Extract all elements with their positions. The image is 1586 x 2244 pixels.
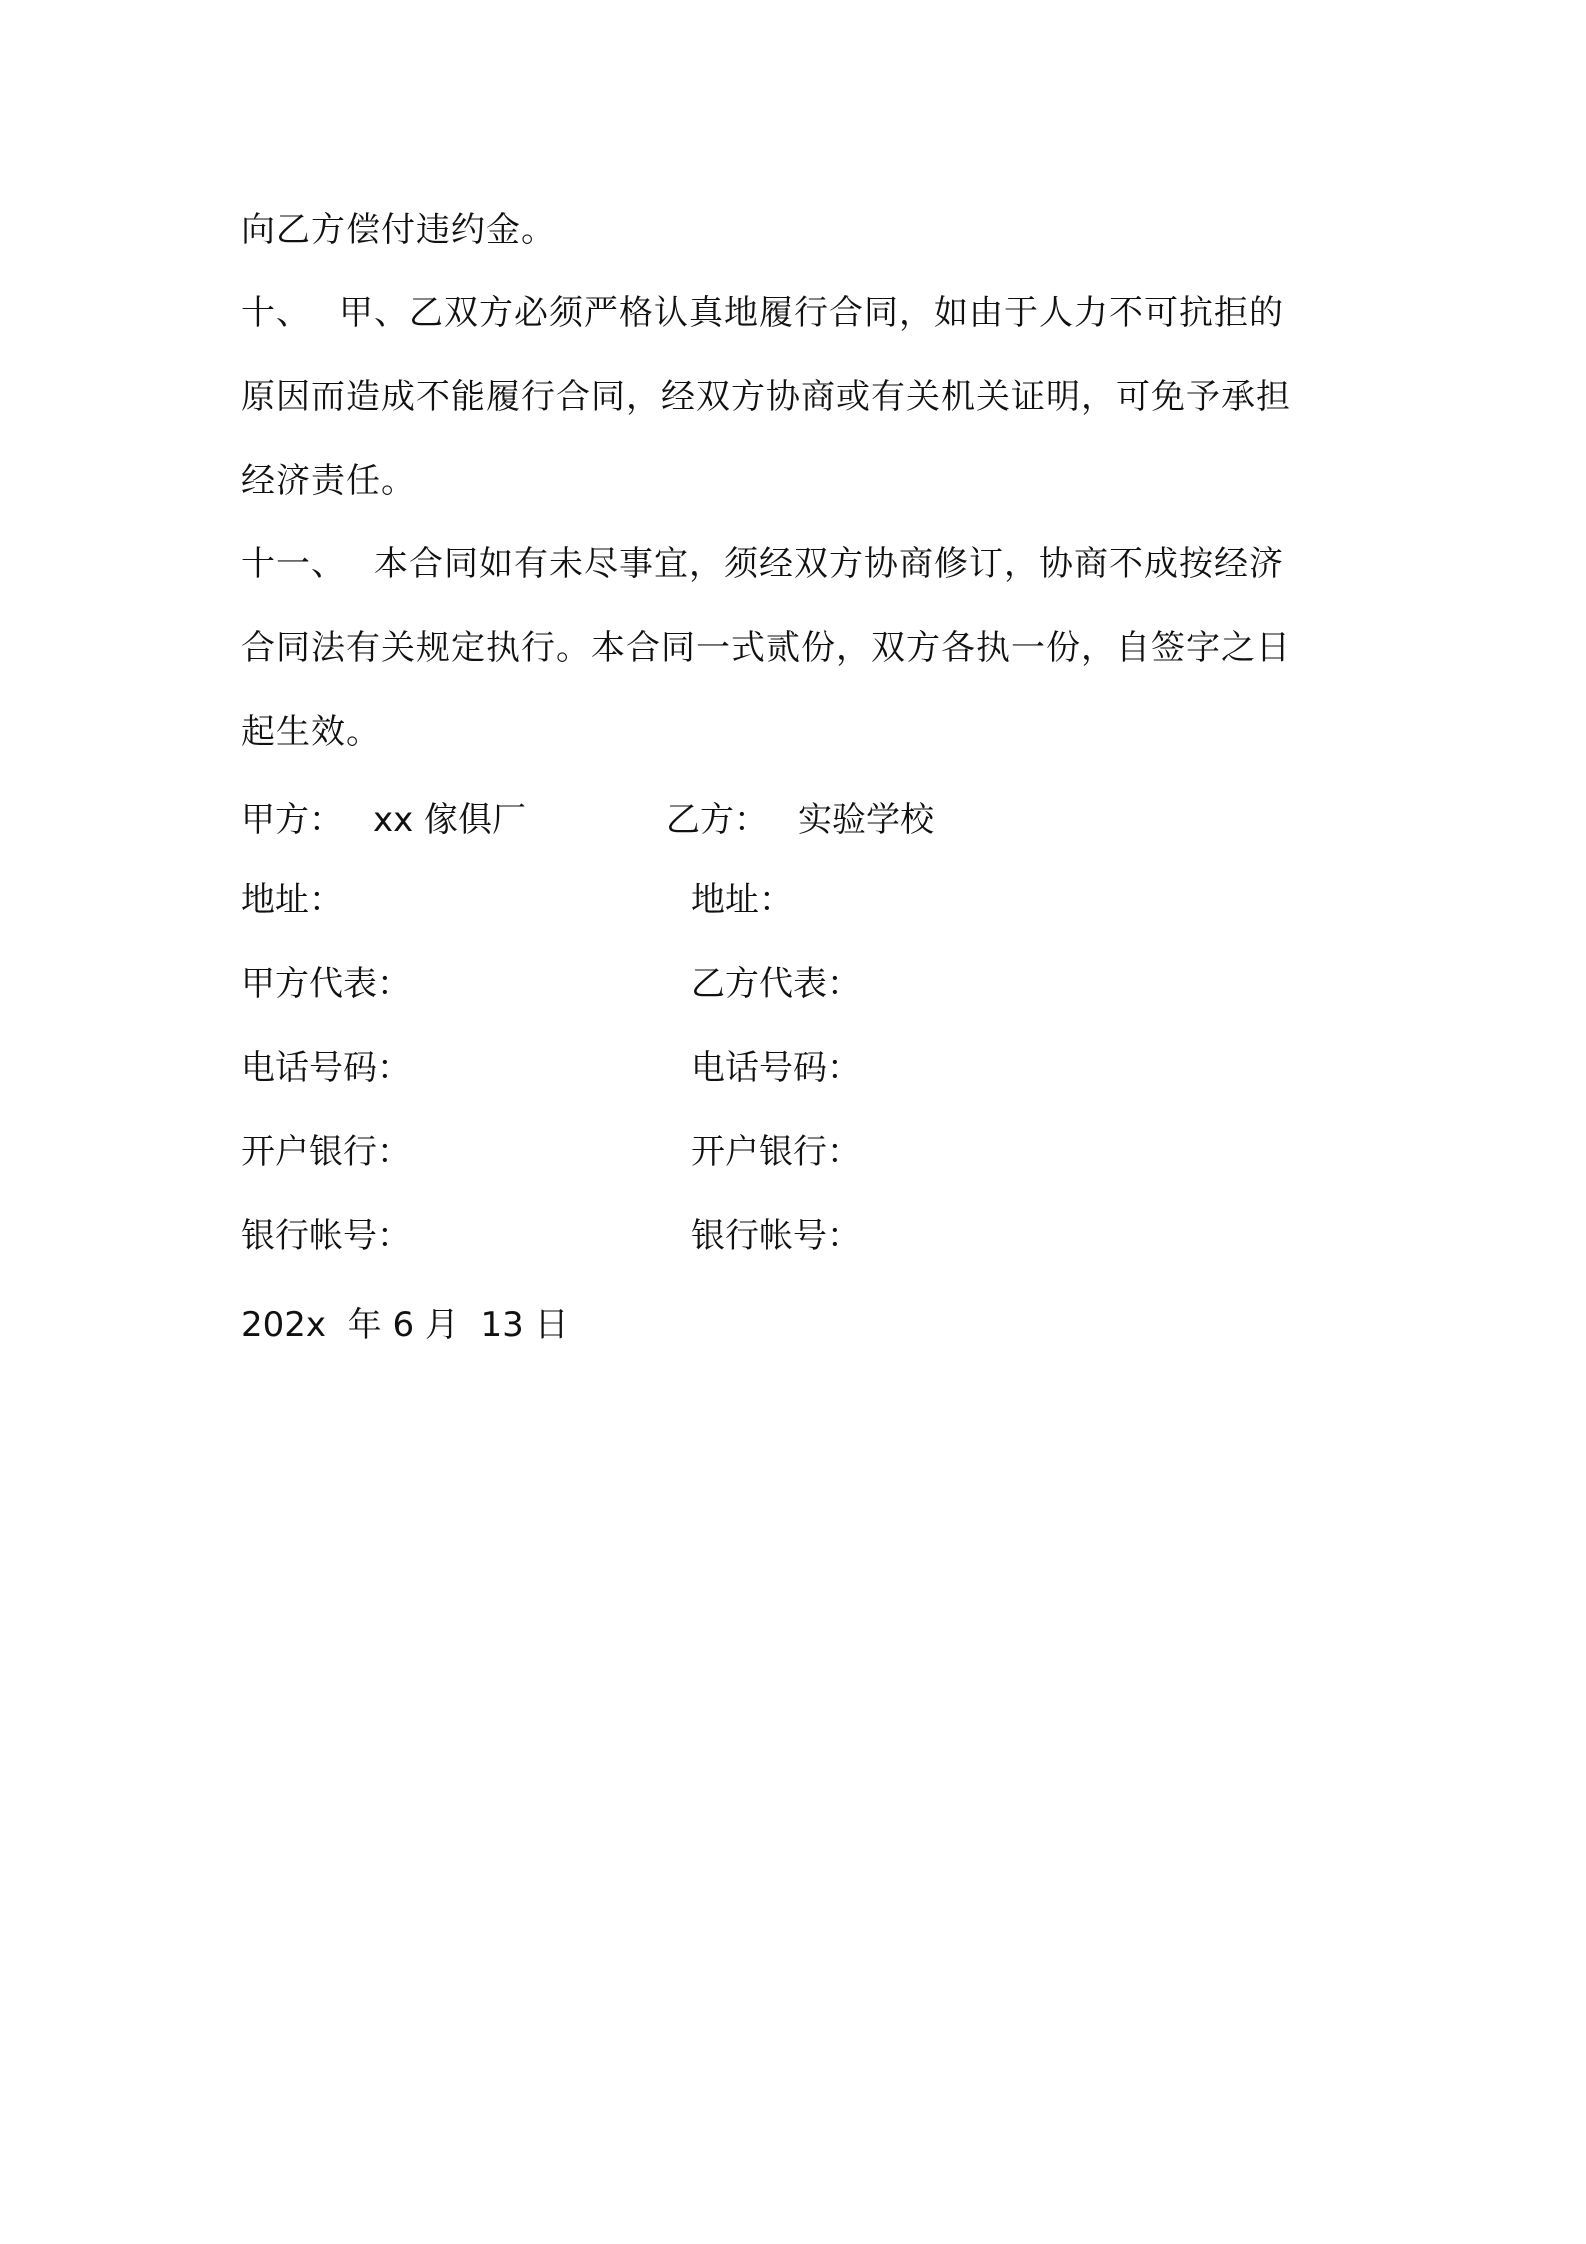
party-b-label: 乙方：: [666, 800, 768, 840]
signature-row-bank: [241, 1122, 1361, 1182]
party-a-label: 甲方：: [241, 800, 343, 840]
signature-row-representative: [241, 954, 1361, 1014]
paragraph-line: 经济责任。: [241, 461, 416, 501]
signature-row-account: [241, 1206, 1361, 1266]
party-a-field: 甲方代表：: [241, 964, 411, 1004]
clause-text: 甲、乙双方必须严格认真地履行合同，如由于人力不可抗拒的: [339, 293, 1284, 333]
paragraph-line: [241, 271, 1361, 355]
party-a-field: 银行帐号：: [241, 1216, 411, 1256]
party-b-field: 电话号码：: [691, 1048, 861, 1088]
party-a-field: 开户银行：: [241, 1132, 411, 1172]
party-b-field: 开户银行：: [691, 1132, 861, 1172]
party-a-name: xx 傢俱厂: [373, 800, 527, 840]
intro-paragraph: [241, 188, 1361, 272]
signature-row-phone: [241, 1038, 1361, 1098]
party-a-field: 电话号码：: [241, 1048, 411, 1088]
party-a-field: 地址：: [241, 880, 343, 920]
clause-text: 本合同如有未尽事宜，须经双方协商修订，协商不成按经济: [374, 544, 1284, 584]
contract-date: 202x 年 6 月 13 日: [241, 1305, 569, 1345]
paragraph-line: [241, 522, 1361, 606]
party-b-field: 银行帐号：: [691, 1216, 861, 1256]
paragraph-line: 合同法有关规定执行。本合同一式贰份，双方各执一份，自签字之日: [241, 628, 1291, 668]
paragraph-line: 向乙方偿付违约金。: [241, 210, 556, 250]
party-b: [666, 790, 934, 850]
signature-parties-row: [241, 790, 1361, 850]
clause-number: 十、: [241, 293, 311, 333]
signature-row-address: [241, 870, 1361, 930]
party-a: [241, 790, 526, 850]
party-b-field: 乙方代表：: [691, 964, 861, 1004]
paragraph-line: 起生效。: [241, 712, 381, 752]
clause-10: [241, 271, 1361, 523]
clause-number: 十一、: [241, 544, 346, 584]
clause-11: [241, 522, 1361, 774]
party-b-name: 实验学校: [798, 800, 934, 840]
paragraph-line: 原因而造成不能履行合同，经双方协商或有关机关证明，可免予承担: [241, 377, 1291, 417]
party-b-field: 地址：: [691, 880, 793, 920]
